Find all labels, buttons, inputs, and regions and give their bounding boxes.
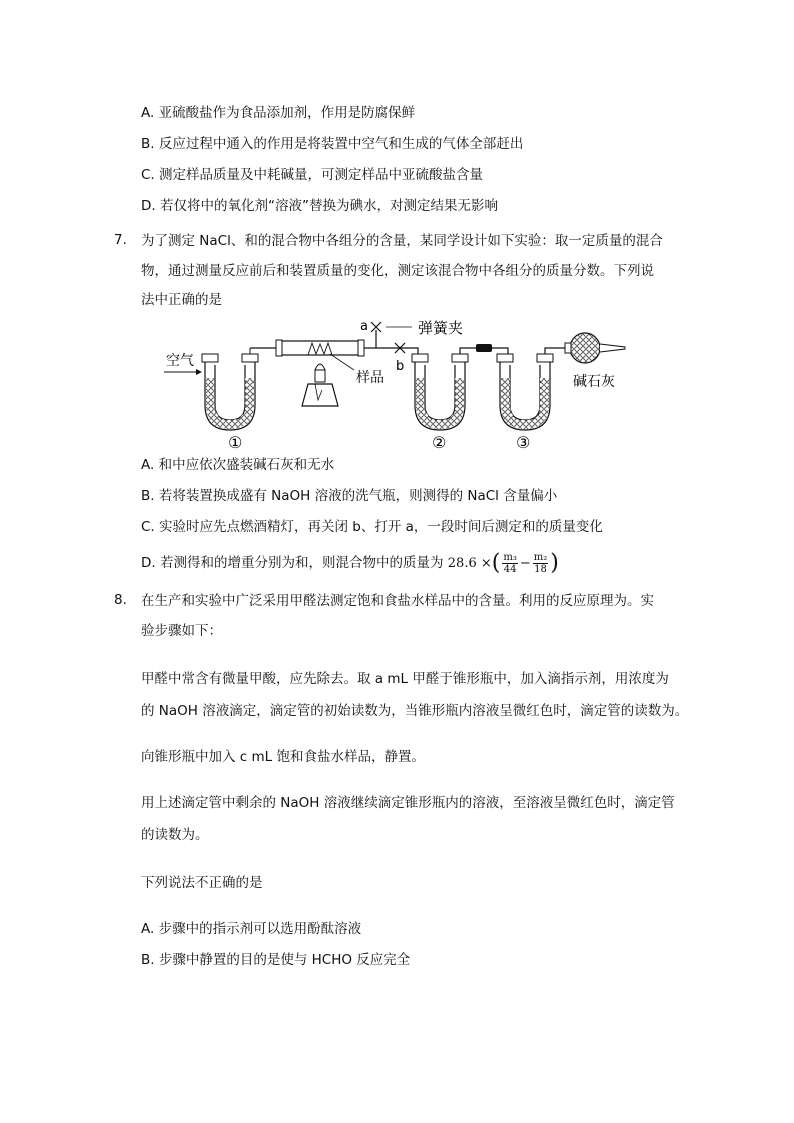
q6-option-c: C. 测定样品质量及中耗碱量，可测定样品中亚硫酸盐含量 [141,167,484,183]
q8-step1-line-1: 甲醛中常含有微量甲酸，应先除去。取 a mL 甲醛于锥形瓶中，加入滴指示剂，用浓度为 [141,671,669,687]
q6-option-d: D. 若仅将中的氧化剂“溶液”替换为碘水，对测定结果无影响 [141,198,498,214]
tube-label-3: ③ [516,433,531,452]
q8-step3-line-2: 的读数为。 [141,827,209,843]
q8-step3-line-1: 用上述滴定管中剩余的 NaOH 溶液继续滴定锥形瓶内的溶液，至溶液呈微红色时，滴定管 [141,795,675,811]
q7-option-b: B. 若将装置换成盛有 NaOH 溶液的洗气瓶，则测得的 NaCl 含量偏小 [141,488,558,504]
formula-fraction-2: $\frac{\text{m₂}}{18}$ [533,552,548,575]
q7-number: 7. [114,232,127,248]
valve-b-label: b [396,359,405,374]
q7-stem-line-2: 物，通过测量反应前后和装置质量的变化，测定该混合物中各组分的质量分数。下列说 [141,263,654,279]
q7-option-c: C. 实验时应先点燃酒精灯，再关闭 b、打开 a，一段时间后测定和的质量变化 [141,519,603,535]
q7-stem-line-1: 为了测定 NaCl、和的混合物中各组分的含量，某同学设计如下实验：取一定质量的混合 [141,233,663,249]
alcohol-lamp [302,364,338,406]
u-tube-3 [497,354,553,430]
q7-option-d-text: D. 若测得和的增重分别为和，则混合物中的质量为 [141,555,444,571]
formula-coefficient: 28.6 × [447,556,492,571]
formula-right-paren: ) [550,550,559,576]
q8-stem-line-2: 验步骤如下： [141,623,222,639]
q8-question: 下列说法不正确的是 [141,875,263,891]
clamp-label: 弹簧夹 [418,319,464,337]
q6-option-a: A. 亚硫酸盐作为食品添加剂，作用是防腐保鲜 [141,105,416,121]
tube-label-1: ① [228,433,243,452]
sodalime-label: 碱石灰 [573,374,615,390]
q7-option-a: A. 和中应依次盛装碱石灰和无水 [141,457,335,473]
q7-stem-line-3: 法中正确的是 [141,292,222,308]
formula-fraction-1: $\frac{\text{m₃}}{44}$ [503,552,517,575]
q8-option-b: B. 步骤中静置的目的是使与 HCHO 反应完全 [141,952,411,968]
apparatus-figure [160,310,640,455]
q8-number: 8. [114,592,127,608]
mass-formula [447,550,559,576]
q8-stem-line-1: 在生产和实验中广泛采用甲醛法测定饱和食盐水样品中的含量。利用的反应原理为。实 [141,593,654,609]
q8-option-a: A. 步骤中的指示剂可以选用酚酞溶液 [141,921,362,937]
sample-label: 样品 [356,370,384,386]
formula-minus: − [519,556,531,571]
q6-option-b: B. 反应过程中通入的作用是将装置中空气和生成的气体全部赶出 [141,136,524,152]
valve-a-label: a [360,319,368,334]
u-tube-1 [202,348,258,430]
q8-step2: 向锥形瓶中加入 c mL 饱和食盐水样品，静置。 [141,749,425,765]
q7-option-d [141,552,559,575]
combustion-tube [276,340,384,386]
u-tube-2 [412,354,468,430]
tube-label-2: ② [432,433,447,452]
q8-step1-line-2: 的 NaOH 溶液滴定，滴定管的初始读数为，当锥形瓶内溶液呈微红色时，滴定管的读数为。 [141,703,689,719]
drying-tube [565,333,625,363]
air-label: 空气 [166,353,194,369]
formula-left-paren: ( [491,550,501,576]
